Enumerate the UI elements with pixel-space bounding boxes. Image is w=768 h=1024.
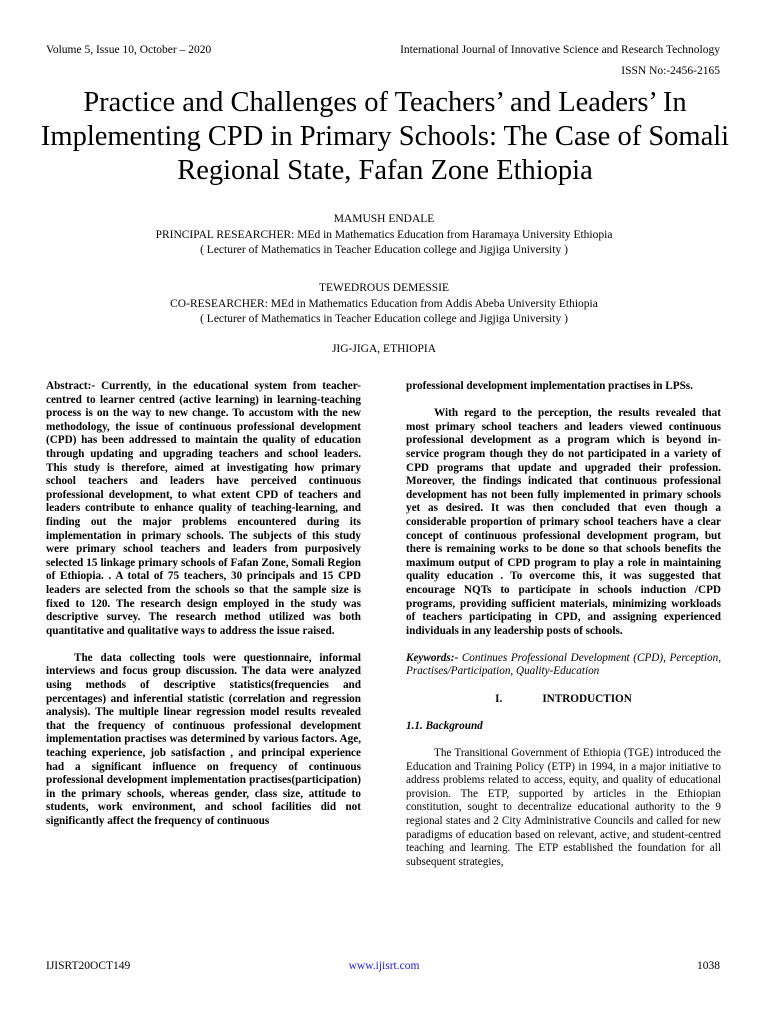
location: JIG-JIGA, ETHIOPIA	[331, 343, 437, 355]
paper-title: Practice and Challenges of Teachers’ and Leaders’ In Implementing CPD in Primary Schools: The Case of Somali Regional State, Fafan Zone Ethiopia	[40, 87, 730, 186]
author-block-2	[0, 281, 768, 328]
abstract-paragraph-2: The data collecting tools were questionnaire, informal interviews and focus group discussion. The data were analyzed using methods of descriptive statistics(frequencies and percentages) and inferential statistic (correlation and regression analysis). The multiple linear regression model results revealed that the frequency of continuous professional development implementation practises was determined by various factors. Age, teaching experience, job satisfaction , and principal experience had a significant influence on frequency of continuous professional development implementation practises(participation) in the primary schools, whereas gender, class size, attitude to students, work environment, and school facilities did not significantly affect the frequency of continuous	[46, 651, 361, 827]
section-number: I.	[495, 692, 503, 705]
keywords-text: Continues Professional Development (CPD), Perception, Practises/Participation, Quality-Education	[406, 651, 722, 678]
section-heading	[406, 693, 721, 707]
author-block-1	[0, 212, 768, 259]
abstract-paragraph-3: With regard to the perception, the results revealed that most primary school teachers and leaders viewed continuous professional development as a program which is beyond in-service program though they do not participated in a variety of CPD programs that update and upgraded their profession. Moreover, the findings indicated that continuous professional development has not been fully implemented in primary schools yet as desired. It was then concluded that even though a considerable proportion of primary school teachers have a clear concept of continuous professional development program, but there is remaining works to be done so that schools benefits the maximum output of CPD program to play a role in maintaining quality education . To overcome this, it was suggested that encourage NQTs to participate in schools induction /CPD programs, providing sufficient materials, minimizing workloads of teachers participating in CPD, and assigning experienced individuals in any leadership posts of schools.	[406, 407, 721, 637]
keywords-label: Keywords:-	[406, 651, 459, 664]
abstract-paragraph-1: Abstract:- Currently, in the educational system from teacher-centred to learner centred (active learning) in learning-teaching process is on the way to new change. To accustom with the new methodology, the issue of continuous professional development (CPD) has been addressed to maintain the quality of education through updating and upgrading teachers and school leaders. This study is therefore, aimed at investigating how primary school teachers and leaders have perceived continuous professional development, to what extent CPD of teachers and leaders contribute to enhance quality of teaching-learning, and finding out the major problems encountered during its implementation in primary schools. The subjects of this study were primary school teachers and leaders from purposively selected 15 linkage primary schools of Fafan Zone, Somali Region of Ethiopia. . A total of 75 teachers, 30 principals and 15 CPD leaders are selected from the schools so that the sample size is fixed to 120. The research design employed in the study was descriptive survey. The research method utilized was both quantitative and qualitative ways to address the issue raised.	[46, 380, 361, 637]
footer-website[interactable]: www.ijisrt.com	[348, 960, 420, 972]
right-column	[406, 380, 721, 883]
author-role: PRINCIPAL RESEARCHER: MEd in Mathematics Education from Haramaya University Ethiopia	[155, 228, 613, 241]
page-number: 1038	[697, 960, 720, 972]
abstract-continuation: professional development implementation practises in LPSs.	[406, 380, 693, 392]
footer-code: IJISRT20OCT149	[46, 960, 131, 972]
background-paragraph: The Transitional Government of Ethiopia (TGE) introduced the Education and Training Policy (ETP) in 1994, in a major initiative to address problems related to access, equity, and quality of educational provision. The ETP, supported by articles in the Ethiopian constitution, sought to decentralize educational authority to the 9 regional states and 2 City Administrative Councils and called for new paradigms of education based on relevant, active, and student-centred teaching and learning. The ETP established the foundation for all subsequent strategies,	[406, 747, 721, 868]
subsection-heading: 1.1. Background	[406, 719, 483, 732]
keywords	[406, 652, 721, 679]
author-name: TEWEDROUS DEMESSIE	[318, 282, 449, 294]
author-role: CO-RESEARCHER: MEd in Mathematics Education from Addis Abeba University Ethiopia	[170, 297, 598, 310]
section-title: INTRODUCTION	[542, 692, 632, 705]
journal-volume: Volume 5, Issue 10, October – 2020	[46, 44, 212, 56]
left-column	[46, 380, 361, 842]
journal-name: International Journal of Innovative Science and Research Technology	[400, 44, 720, 56]
issn: ISSN No:-2456-2165	[621, 65, 720, 77]
author-affiliation: ( Lecturer of Mathematics in Teacher Education college and Jigjiga University )	[200, 244, 568, 256]
author-affiliation: ( Lecturer of Mathematics in Teacher Education college and Jigjiga University )	[200, 313, 568, 325]
author-name: MAMUSH ENDALE	[333, 213, 435, 225]
